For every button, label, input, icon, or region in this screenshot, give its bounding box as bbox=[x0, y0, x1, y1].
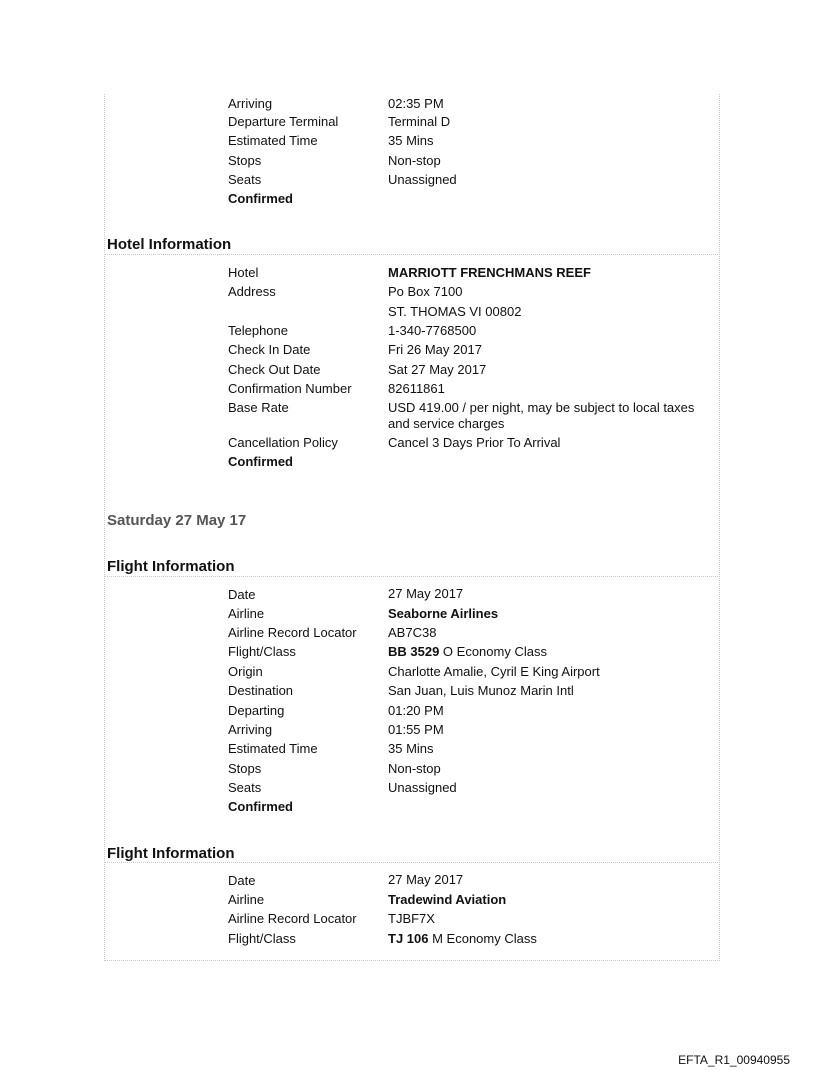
flight-status: Confirmed bbox=[228, 191, 293, 206]
base-rate-value: USD 419.00 / per night, may be subject to local taxes and service charges bbox=[388, 400, 695, 431]
seats-label: Seats bbox=[228, 780, 262, 795]
checkin-value: Fri 26 May 2017 bbox=[388, 342, 482, 357]
cabin-class: O Economy Class bbox=[439, 644, 547, 659]
locator-label: Airline Record Locator bbox=[228, 911, 357, 926]
estimated-time-value: 35 Mins bbox=[388, 133, 434, 148]
date-label: Date bbox=[228, 587, 256, 602]
stops-value: Non-stop bbox=[388, 153, 441, 168]
locator-value: TJBF7X bbox=[388, 911, 435, 926]
document-id: EFTA_R1_00940955 bbox=[678, 1053, 790, 1067]
date-label: Date bbox=[228, 873, 256, 888]
arriving-value: 02:35 PM bbox=[388, 96, 444, 111]
arriving-value: 01:55 PM bbox=[388, 722, 444, 737]
airline-value: Seaborne Airlines bbox=[388, 606, 499, 621]
airline-label: Airline bbox=[228, 606, 265, 621]
address-line1: Po Box 7100 bbox=[388, 284, 463, 299]
origin-value: Charlotte Amalie, Cyril E King Airport bbox=[388, 664, 600, 679]
destination-label: Destination bbox=[228, 683, 294, 698]
flight-number: TJ 106 bbox=[388, 931, 429, 946]
section-divider bbox=[104, 254, 718, 255]
date-value: 27 May 2017 bbox=[388, 872, 464, 887]
checkout-value: Sat 27 May 2017 bbox=[388, 362, 487, 377]
estimated-time-label: Estimated Time bbox=[228, 741, 318, 756]
flight-class-label: Flight/Class bbox=[228, 931, 296, 946]
telephone-value: 1-340-7768500 bbox=[388, 323, 477, 338]
locator-value: AB7C38 bbox=[388, 625, 437, 640]
base-rate-label: Base Rate bbox=[228, 400, 289, 415]
arriving-label: Arriving bbox=[228, 722, 273, 737]
departing-value: 01:20 PM bbox=[388, 703, 444, 718]
flight-class-value bbox=[388, 644, 547, 660]
address-line2: ST. THOMAS VI 00802 bbox=[388, 304, 522, 319]
hotel-name: MARRIOTT FRENCHMANS REEF bbox=[388, 265, 591, 280]
seats-value: Unassigned bbox=[388, 172, 457, 187]
cabin-class: M Economy Class bbox=[428, 931, 537, 946]
checkin-label: Check In Date bbox=[228, 342, 311, 357]
hotel-status: Confirmed bbox=[228, 454, 293, 469]
seats-label: Seats bbox=[228, 172, 262, 187]
cancellation-label: Cancellation Policy bbox=[228, 435, 338, 450]
hotel-label: Hotel bbox=[228, 265, 259, 280]
departure-terminal-value: Terminal D bbox=[388, 114, 451, 129]
airline-value: Tradewind Aviation bbox=[388, 892, 507, 907]
flight2-section-title: Flight Information bbox=[107, 845, 235, 862]
flight-status: Confirmed bbox=[228, 799, 293, 814]
flight-number: BB 3529 bbox=[388, 644, 440, 659]
hotel-section-title: Hotel Information bbox=[107, 236, 232, 253]
flight-class-value bbox=[388, 931, 537, 947]
telephone-label: Telephone bbox=[228, 323, 288, 338]
day-heading: Saturday 27 May 17 bbox=[107, 512, 247, 529]
stops-value: Non-stop bbox=[388, 761, 441, 776]
estimated-time-value: 35 Mins bbox=[388, 741, 434, 756]
section-divider bbox=[104, 576, 718, 577]
confirmation-value: 82611861 bbox=[388, 381, 445, 396]
destination-value: San Juan, Luis Munoz Marin Intl bbox=[388, 683, 574, 698]
flight-class-label: Flight/Class bbox=[228, 644, 296, 659]
address-label: Address bbox=[228, 284, 276, 299]
origin-label: Origin bbox=[228, 664, 263, 679]
departing-label: Departing bbox=[228, 703, 285, 718]
stops-label: Stops bbox=[228, 761, 262, 776]
flight1-section-title: Flight Information bbox=[107, 558, 235, 575]
section-divider bbox=[104, 862, 718, 863]
cancellation-value: Cancel 3 Days Prior To Arrival bbox=[388, 435, 561, 450]
stops-label: Stops bbox=[228, 153, 262, 168]
departure-terminal-label: Departure Terminal bbox=[228, 114, 339, 129]
seats-value: Unassigned bbox=[388, 780, 457, 795]
arriving-label: Arriving bbox=[228, 96, 273, 111]
date-value: 27 May 2017 bbox=[388, 586, 464, 601]
locator-label: Airline Record Locator bbox=[228, 625, 357, 640]
checkout-label: Check Out Date bbox=[228, 362, 321, 377]
airline-label: Airline bbox=[228, 892, 265, 907]
confirmation-label: Confirmation Number bbox=[228, 381, 352, 396]
estimated-time-label: Estimated Time bbox=[228, 133, 318, 148]
